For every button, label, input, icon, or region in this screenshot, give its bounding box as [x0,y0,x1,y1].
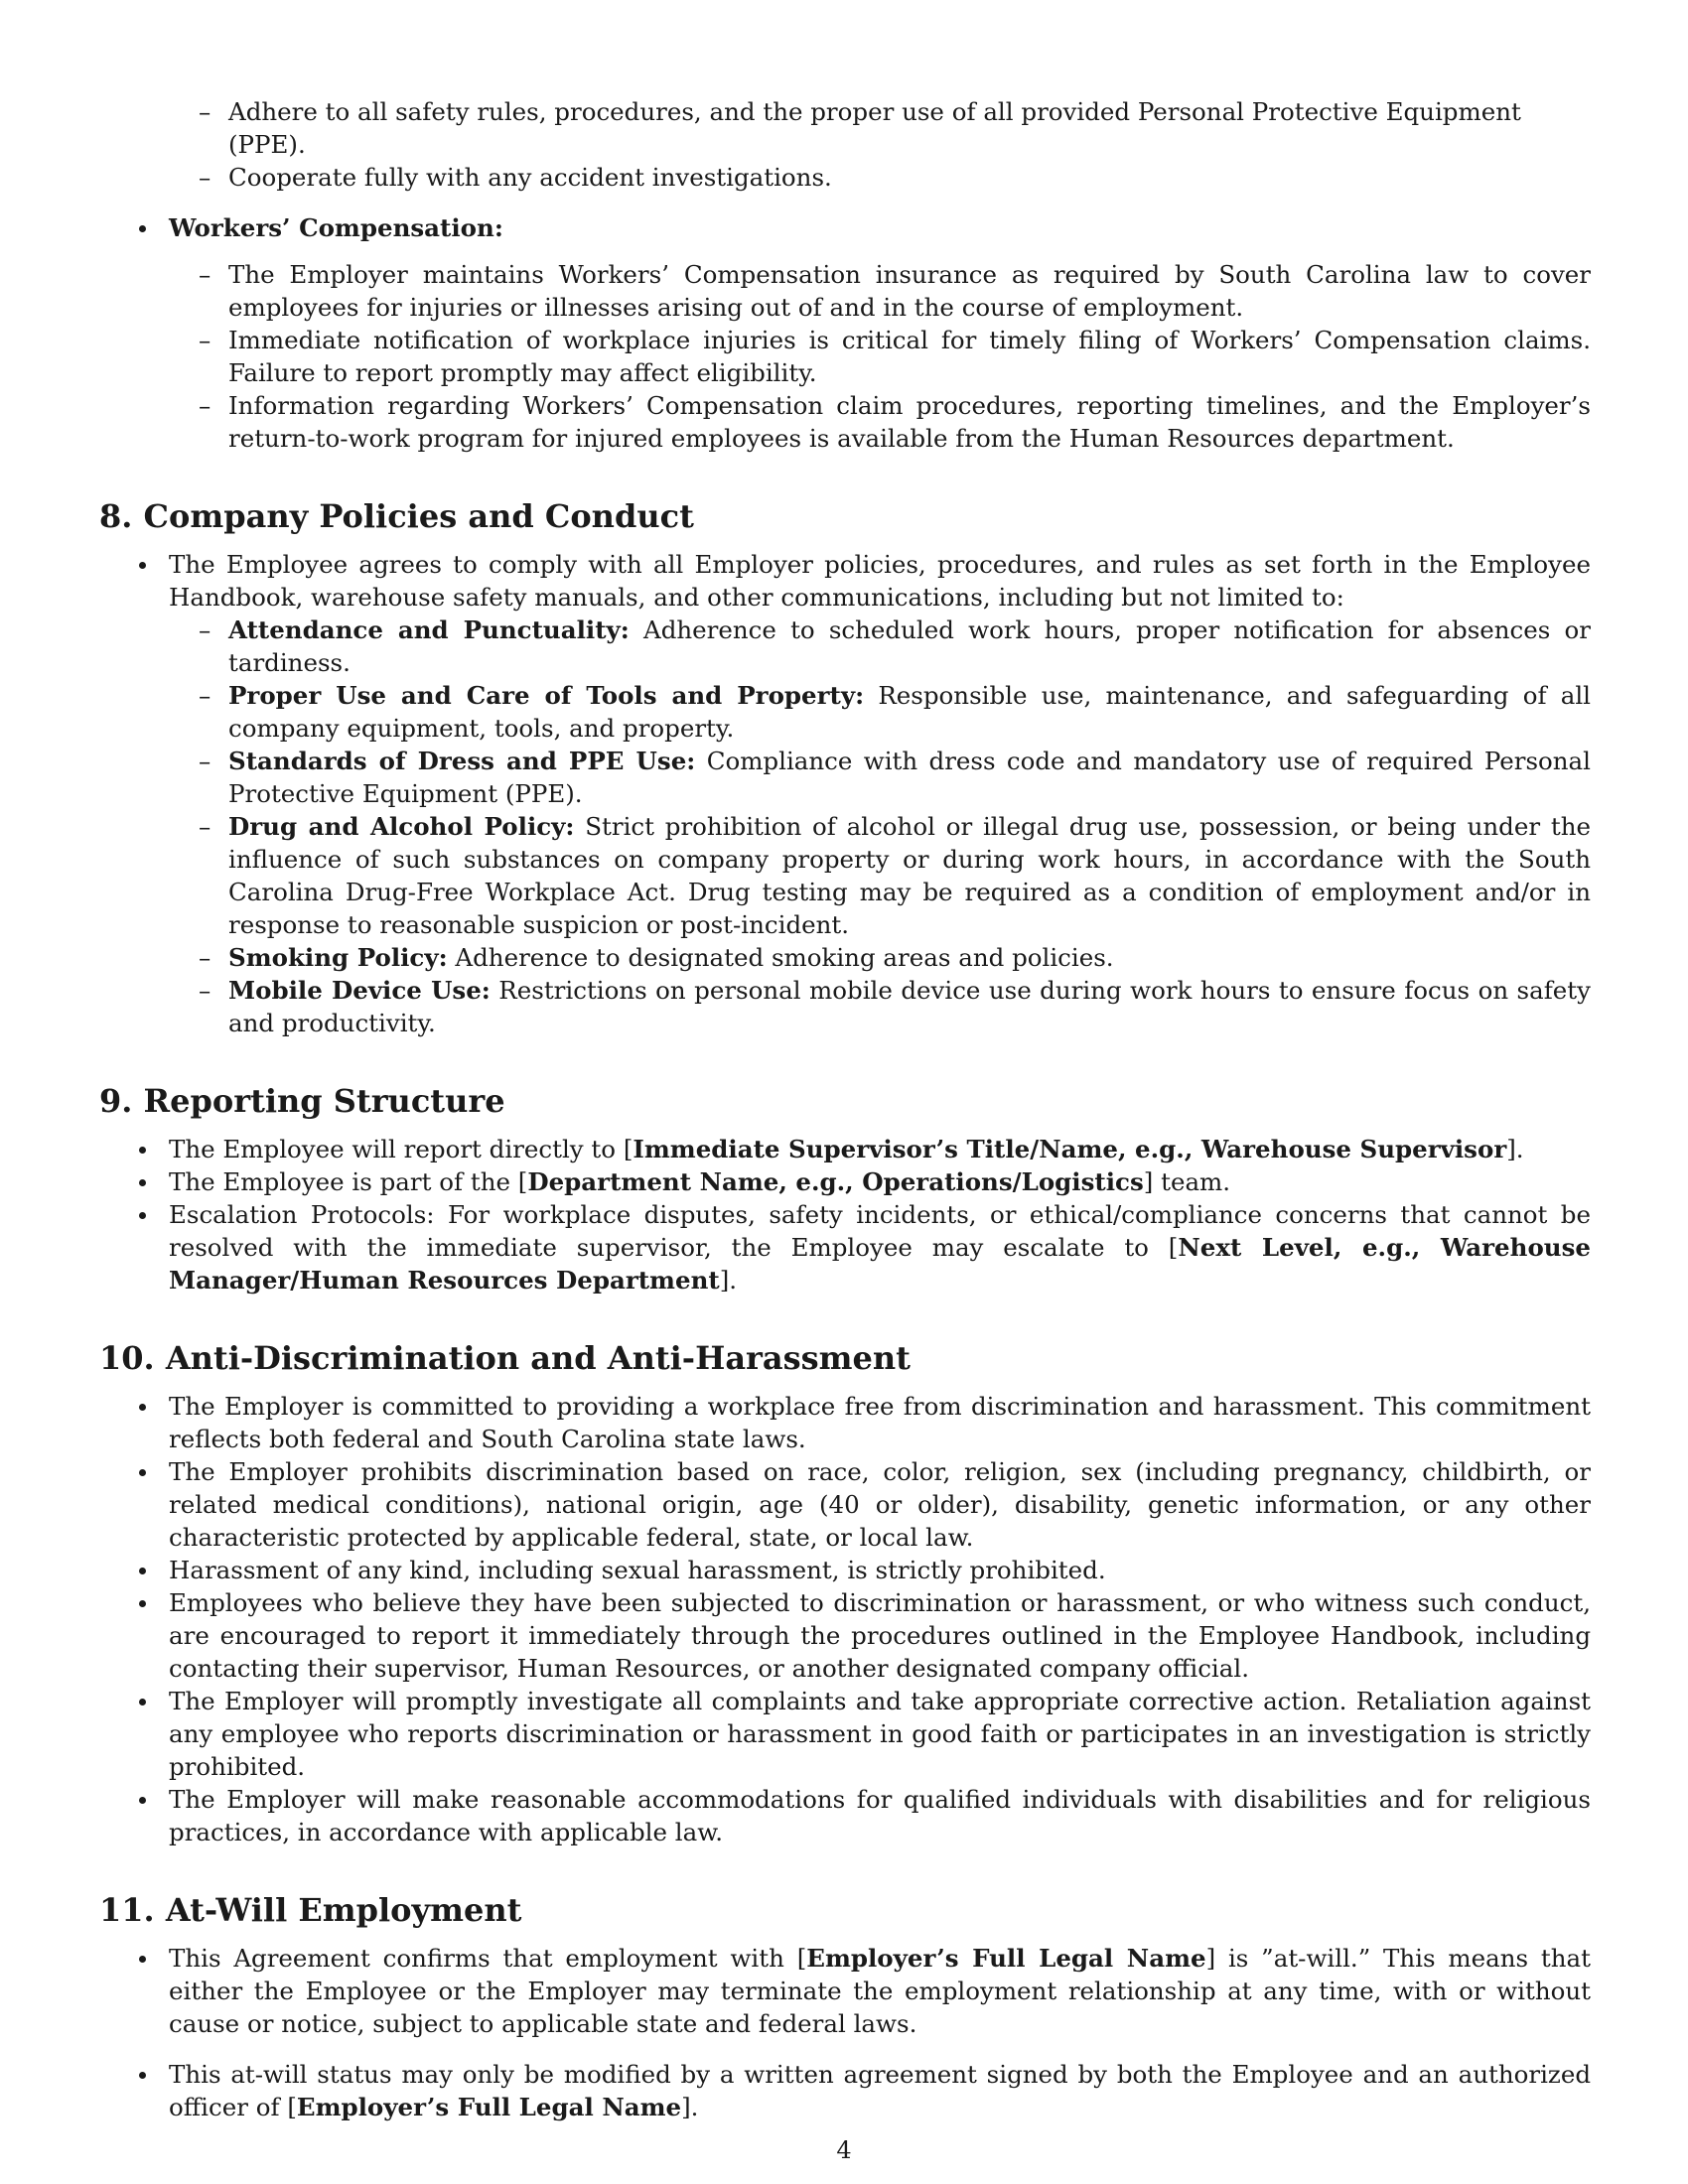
list-item: The Employee agrees to comply with all Employer policies, procedures, and rules as set forth in the Employee Handbook, warehouse safety manuals, and other communications, including but not limited to: [99,548,1591,614]
section-heading: 8. Company Policies and Conduct [99,497,694,535]
list-item: – The Employer maintains Workers’ Compensation insurance as required by South Carolina law to cover employees for injuries or illnesses arising out of and in the course of employment. [99,258,1591,324]
policy-item-mobile: – Mobile Device Use: Restrictions on personal mobile device use during work hours to ensure focus on safety and productivity. [99,974,1591,1039]
policy-item-drug-alcohol: – Drug and Alcohol Policy: Strict prohibition of alcohol or illegal drug use, possession, or being under the influence of such substances on company property or during work hours, in accordance with the South Carolina Drug-Free Workplace Act. Drug testing may be required as a condition of employment and/or in response to reasonable suspicion or post-incident. [99,810,1591,941]
section-11-list [99,1942,1591,2123]
list-item: The Employer prohibits discrimination based on race, color, religion, sex (including pregnancy, childbirth, or related medical conditions), national origin, age (40 or older), disability, genetic information, or any other characteristic protected by applicable federal, state, or local law. [99,1455,1591,1554]
section-10-list [99,1390,1591,1848]
list-item: – Cooperate fully with any accident investigations. [99,161,1591,194]
workers-comp-items [99,258,1591,455]
list-item: – Immediate notification of workplace injuries is critical for timely filing of Workers’ Compensation claims. Failure to report promptly may affect eligibility. [99,324,1591,389]
section-8-list [99,548,1591,1039]
section-8 [99,496,1591,536]
list-item: – Information regarding Workers’ Compensation claim procedures, reporting timelines, and the Employer’s return-to-work program for injured employees is available from the Human Resources department. [99,389,1591,455]
section-10 [99,1338,1591,1378]
list-item: The Employer will promptly investigate all complaints and take appropriate corrective action. Retaliation against any employee who reports discrimination or harassment in good faith or participates in an investigation is strictly prohibited. [99,1685,1591,1783]
section-heading: 9. Reporting Structure [99,1082,505,1120]
list-item: Harassment of any kind, including sexual harassment, is strictly prohibited. [99,1554,1591,1586]
list-item: Employees who believe they have been subjected to discrimination or harassment, or who witness such conduct, are encouraged to report it immediately through the procedures outlined in the Employee Handbook, including contacting their supervisor, Human Resources, or another designated company official. [99,1586,1591,1685]
list-item: The Employer is committed to providing a workplace free from discrimination and harassment. This commitment reflects both federal and South Carolina state laws. [99,1390,1591,1455]
policy-item-attendance: – Attendance and Punctuality: Adherence to scheduled work hours, proper notification for absences or tardiness. [99,614,1591,679]
section-heading: 10. Anti-Discrimination and Anti-Harassment [99,1339,911,1377]
document-page [99,95,1591,2123]
section-heading: 11. At-Will Employment [99,1891,522,1929]
list-item: The Employer will make reasonable accommodations for qualified individuals with disabilities and for religious practices, in accordance with applicable law. [99,1783,1591,1848]
section-9 [99,1081,1591,1121]
page-number: 4 [836,2136,852,2164]
workers-comp-list [99,211,1591,244]
list-item: – Adhere to all safety rules, procedures, and the proper use of all provided Personal Protective Equipment (PPE). [99,95,1591,161]
safety-duties-list [99,95,1591,194]
policy-item-dress: – Standards of Dress and PPE Use: Compliance with dress code and mandatory use of required Personal Protective Equipment (PPE). [99,745,1591,810]
list-item: This at-will status may only be modified by a written agreement signed by both the Employee and an authorized officer of [Employer’s Full Legal Name]. [99,2058,1591,2123]
list-item: The Employee is part of the [Department Name, e.g., Operations/Logistics] team. [99,1165,1591,1198]
section-11 [99,1890,1591,1930]
list-item: The Employee will report directly to [Immediate Supervisor’s Title/Name, e.g., Warehouse Supervisor]. [99,1133,1591,1165]
workers-comp-heading: Workers’ Compensation: [99,211,1591,244]
policy-item-smoking: – Smoking Policy: Adherence to designated smoking areas and policies. [99,941,1591,974]
section-9-list [99,1133,1591,1297]
list-item: This Agreement confirms that employment with [Employer’s Full Legal Name] is ”at-will.” This means that either the Employee or the Employer may terminate the employment relationship at any time, with or without cause or notice, subject to applicable state and federal laws. [99,1942,1591,2040]
policy-item-tools: – Proper Use and Care of Tools and Property: Responsible use, maintenance, and safeguarding of all company equipment, tools, and property. [99,679,1591,745]
list-item: Escalation Protocols: For workplace disputes, safety incidents, or ethical/compliance concerns that cannot be resolved with the immediate supervisor, the Employee may escalate to [Next Level, e.g., Warehouse Manager/Human Resources Department]. [99,1198,1591,1297]
